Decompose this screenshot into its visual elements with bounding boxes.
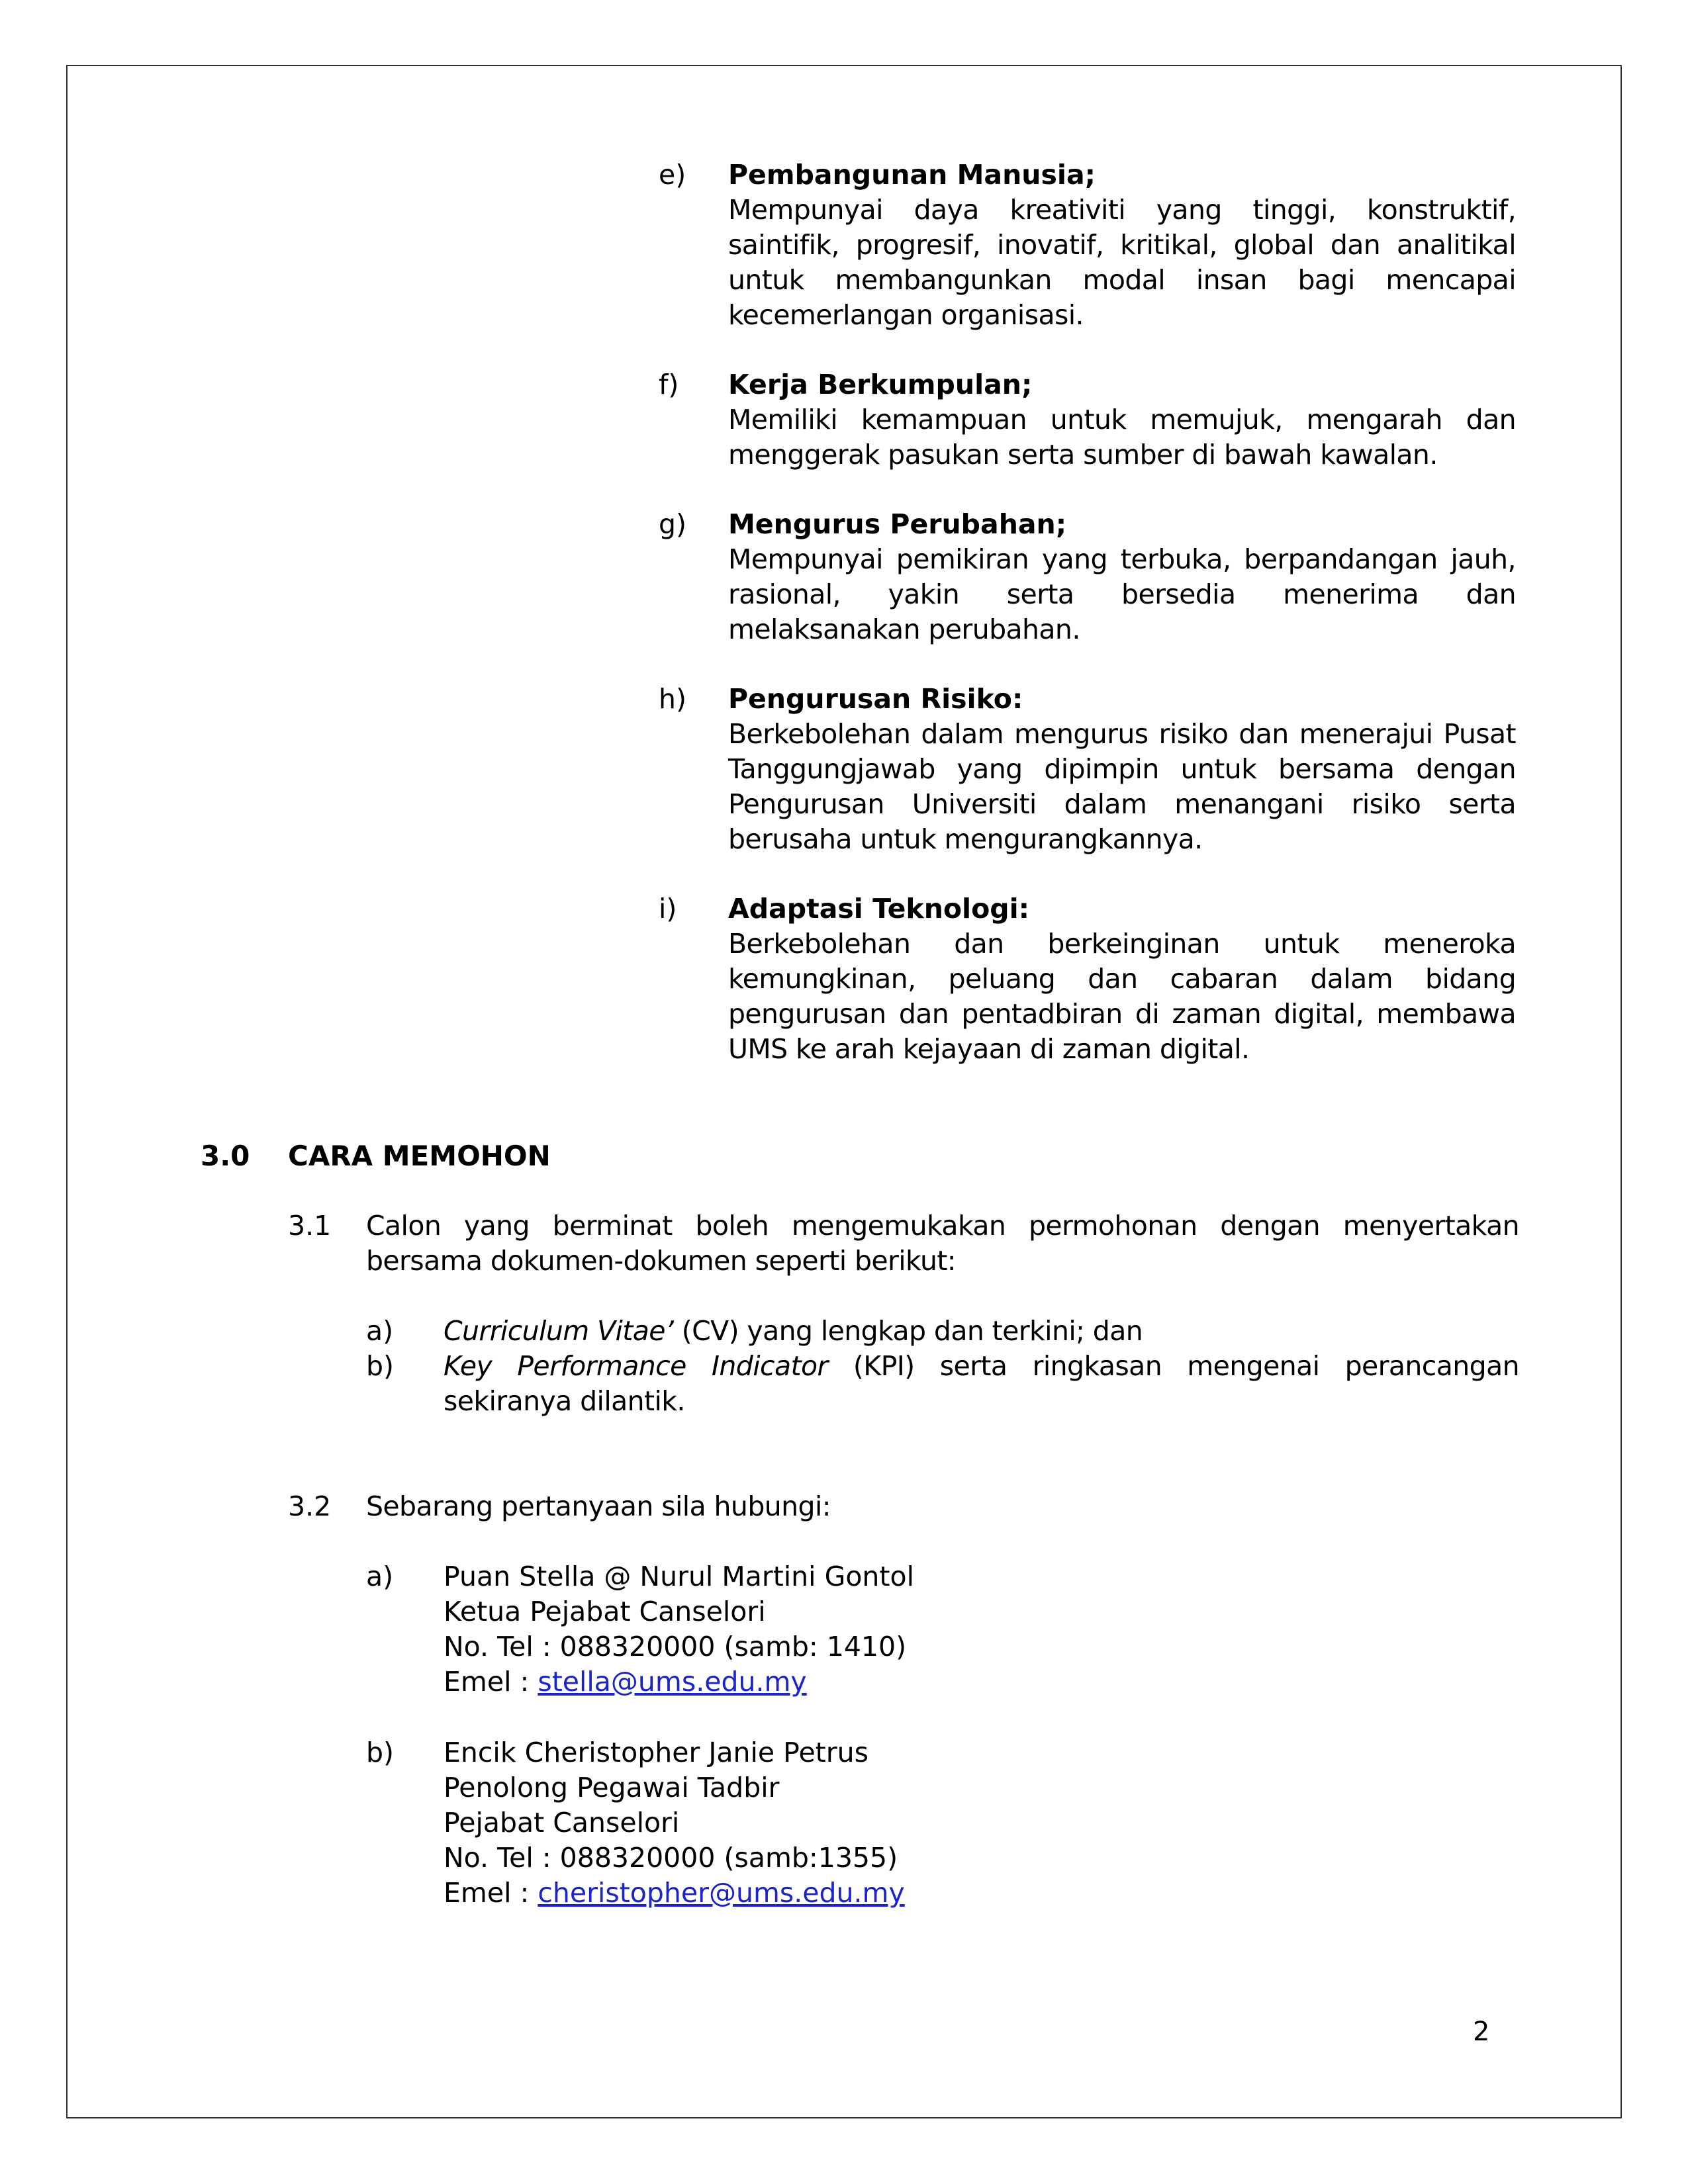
competency-title: Pembangunan Manusia;	[728, 159, 1096, 191]
contact-block	[444, 1735, 1370, 1911]
contact-letter: a)	[366, 1561, 394, 1592]
competency-letter: h)	[659, 683, 686, 715]
contact-position: Penolong Pegawai Tadbir	[444, 1772, 780, 1803]
document-item	[444, 1314, 1519, 1349]
competency-title: Pengurusan Risiko:	[728, 683, 1023, 715]
contact-email-line	[444, 1664, 1370, 1700]
section-title: CARA MEMOHON	[288, 1140, 551, 1172]
subsection-number: 3.1	[288, 1210, 332, 1242]
contact-position: Ketua Pejabat Canselori	[444, 1596, 766, 1627]
document-item-letter: b)	[366, 1350, 395, 1382]
document-item-text: (CV) yang lengkap dan terkini; dan	[673, 1315, 1143, 1347]
page-number: 2	[1473, 2017, 1490, 2047]
competency-description: Mempunyai daya kreativiti yang tinggi, konstruktif, saintifik, progresif, inovatif, kritikal, global dan analitikal untuk membangunkan modal insan bagi mencapai kecemerlangan organisasi.	[728, 194, 1516, 331]
contact-phone: No. Tel : 088320000 (samb:1355)	[444, 1842, 898, 1874]
subsection-text: Calon yang berminat boleh mengemukakan permohonan dengan menyertakan bersama dokumen-dokumen seperti berikut:	[366, 1210, 1519, 1277]
competency-description: kemungkinan, peluang dan cabaran dalam bidang pengurusan dan pentadbiran di zaman digital, membawa UMS ke arah kejayaan di zaman digital.	[728, 963, 1516, 1065]
contact-letter: b)	[366, 1737, 395, 1768]
competency-description-line: Berkebolehan dan berkeinginan untuk meneroka	[728, 928, 1516, 960]
contact-phone: No. Tel : 088320000 (samb: 1410)	[444, 1631, 907, 1662]
document-item-letter: a)	[366, 1315, 394, 1347]
competency-letter: e)	[659, 159, 686, 191]
contact-email-line	[444, 1876, 1370, 1911]
section-number: 3.0	[201, 1140, 250, 1172]
document-item-italic: Curriculum Vitae’	[444, 1315, 674, 1347]
email-label: Emel :	[444, 1877, 538, 1909]
contact-office: Pejabat Canselori	[444, 1807, 680, 1839]
competency-title: Mengurus Perubahan;	[728, 508, 1067, 540]
subsection-number: 3.2	[288, 1490, 332, 1522]
contact-name: Puan Stella @ Nurul Martini Gontol	[444, 1561, 914, 1592]
document-item-text: (KPI) serta ringkasan mengenai perancangan sekiranya dilantik.	[444, 1350, 1519, 1417]
document-item-italic: Key Performance Indicator	[444, 1350, 828, 1382]
competency-letter: f)	[659, 369, 679, 400]
competency-description: Mempunyai pemikiran yang terbuka, berpandangan jauh, rasional, yakin serta bersedia menerima dan melaksanakan perubahan.	[728, 543, 1516, 645]
competency-letter: g)	[659, 508, 687, 540]
subsection-text: Sebarang pertanyaan sila hubungi:	[366, 1490, 831, 1522]
email-label: Emel :	[444, 1666, 538, 1698]
email-link[interactable]: cheristopher@ums.edu.my	[538, 1877, 905, 1909]
competency-description: Berkebolehan dalam mengurus risiko dan menerajui Pusat Tanggungjawab yang dipimpin untuk bersama dengan Pengurusan Universiti dalam menangani risiko serta berusaha untuk mengurangkannya.	[728, 718, 1516, 855]
competency-letter: i)	[659, 893, 677, 925]
competency-description: Memiliki kemampuan untuk memujuk, mengarah dan menggerak pasukan serta sumber di bawah kawalan.	[728, 404, 1516, 471]
contact-name: Encik Cheristopher Janie Petrus	[444, 1737, 868, 1768]
document-item	[444, 1349, 1519, 1419]
email-link[interactable]: stella@ums.edu.my	[538, 1666, 807, 1698]
competency-title: Kerja Berkumpulan;	[728, 369, 1033, 400]
contact-block	[444, 1559, 1370, 1700]
competency-title: Adaptasi Teknologi:	[728, 893, 1030, 925]
